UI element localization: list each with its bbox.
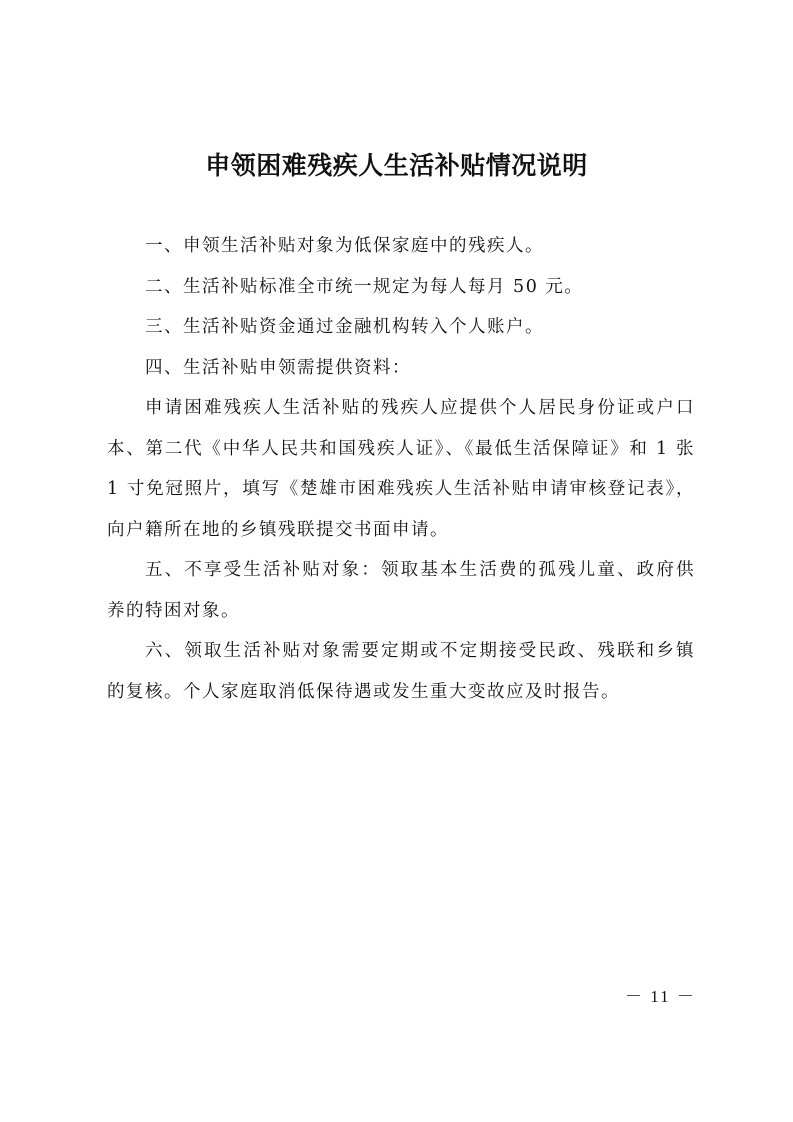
paragraph-1: 一、申领生活补贴对象为低保家庭中的残疾人。 xyxy=(145,236,544,256)
paragraph-3: 三、生活补贴资金通过金融机构转入个人账户。 xyxy=(145,317,544,337)
paragraph-4: 四、生活补贴申领需提供资料： xyxy=(145,357,411,378)
paragraph-6: 六、领取生活补贴对象需要定期或不定期接受民政、残联和乡镇的复核。个人家庭取消低保待遇或发生重大变故应及时报告。 xyxy=(107,641,695,702)
page-number: － 11 － xyxy=(625,987,696,1006)
paragraph-5: 五、不享受生活补贴对象：领取基本生活费的孤残儿童、政府供养的特困对象。 xyxy=(107,560,695,621)
paragraph-materials: 申请困难残疾人生活补贴的残疾人应提供个人居民身份证或户口本、第二代《中华人民共和国残疾人证》、《最低生活保障证》和 1 张 1 寸免冠照片，填写《楚雄市困难残疾人生活补贴申请审核登记表》，向户籍所在地的乡镇残联提交书面申请。 xyxy=(107,398,695,540)
page-title: 申领困难残疾人生活补贴情况说明 xyxy=(205,151,588,180)
paragraph-2: 二、生活补贴标准全市统一规定为每人每月 50 元。 xyxy=(145,276,584,297)
document-body xyxy=(107,226,695,712)
